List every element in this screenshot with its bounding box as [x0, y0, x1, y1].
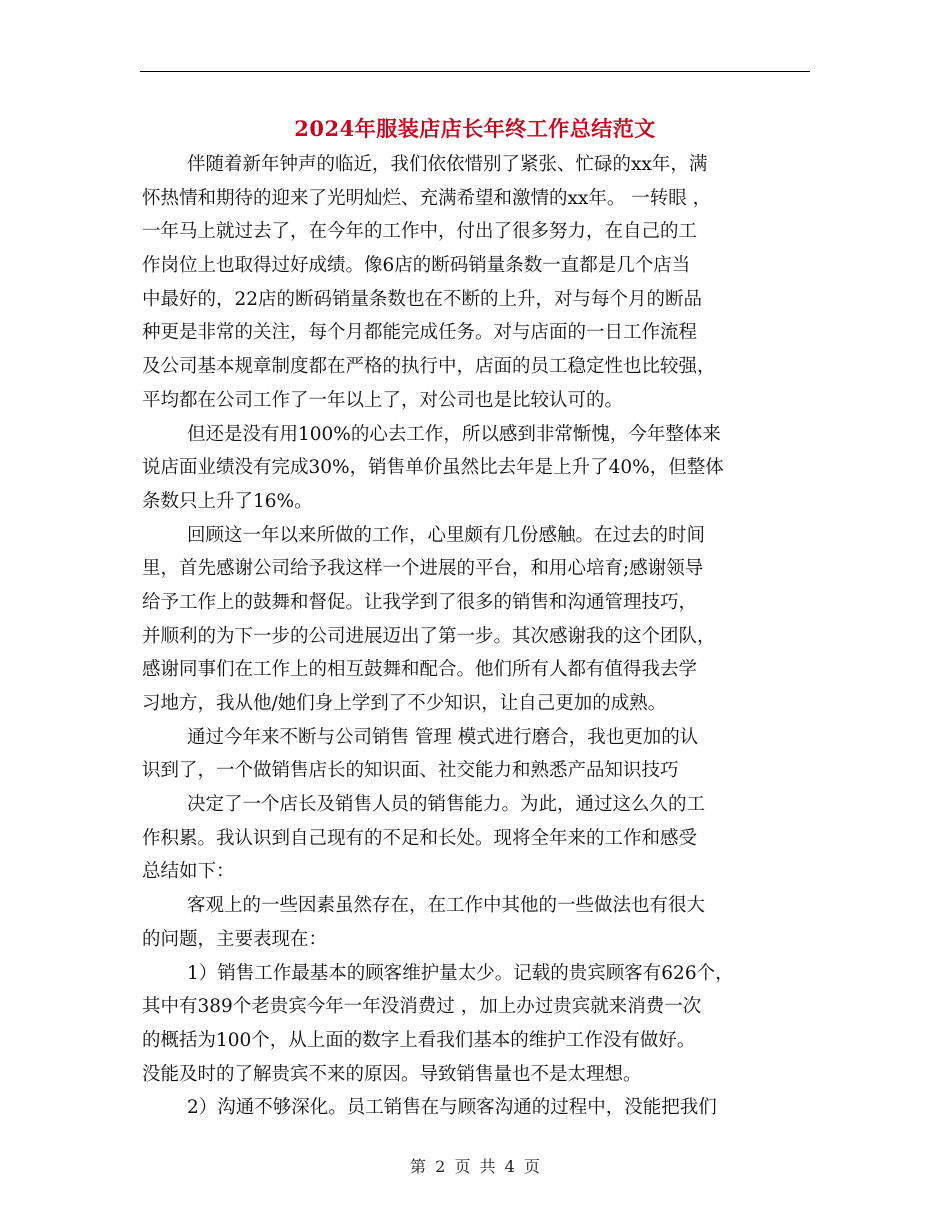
text-line: 条数只上升了16%。: [142, 490, 313, 512]
current-page-number: 2: [435, 1157, 446, 1176]
text-line: 并顺利的为下一步的公司进展迈出了第一步。其次感谢我的这个团队，: [142, 625, 716, 647]
text-line: 平均都在公司工作了一年以上了，对公司也是比较认可的。: [142, 389, 624, 411]
text-line: 怀热情和期待的迎来了光明灿烂、充满希望和激情的xx年。 一转眼 ，: [142, 187, 712, 209]
text-line: 总结如下：: [142, 861, 235, 883]
text-line: 决定了一个店长及销售人员的销售能力。为此，通过这么久的工: [187, 794, 706, 816]
text-line: 及公司基本规章制度都在严格的执行中，店面的员工稳定性也比较强，: [142, 356, 716, 378]
document-title: 2024年服装店店长年终工作总结范文: [294, 116, 656, 141]
page-footer: [0, 1154, 950, 1177]
text-line: 给予工作上的鼓舞和督促。让我学到了很多的销售和沟通管理技巧，: [142, 591, 698, 613]
text-line: 但还是没有用100%的心去工作，所以感到非常惭愧，今年整体来: [187, 423, 721, 445]
text-line: 种更是非常的关注，每个月都能完成任务。对与店面的一日工作流程: [142, 322, 698, 344]
text-line: 伴随着新年钟声的临近，我们依依惜别了紧张、忙碌的xx年，满: [187, 154, 708, 175]
text-line: 作岗位上也取得过好成绩。像6店的断码销量条数一直都是几个店当: [142, 255, 691, 277]
text-line: 的问题，主要表现在：: [142, 928, 328, 950]
text-line: 里，首先感谢公司给予我这样一个进展的平台，和用心培育;感谢领导: [142, 558, 704, 580]
footer-mid2: 共: [479, 1157, 496, 1176]
document-body: [142, 148, 814, 1125]
text-line: 其中有389个老贵宾今年一年没消费过 ，加上办过贵宾就来消费一次: [142, 996, 702, 1018]
footer-prefix: 第: [410, 1157, 427, 1176]
text-line: 回顾这一年以来所做的工作，心里颇有几份感触。在过去的时间: [187, 524, 706, 546]
text-line: 说店面业绩没有完成30%，销售单价虽然比去年是上升了40%，但整体: [142, 457, 724, 479]
footer-suffix: 页: [523, 1157, 540, 1176]
text-line: 2）沟通不够深化。员工销售在与顾客沟通的过程中，没能把我们: [187, 1097, 717, 1119]
total-pages-number: 4: [504, 1157, 515, 1176]
text-line: 通过今年来不断与公司销售 管理 模式进行磨合，我也更加的认: [187, 726, 699, 748]
footer-mid1: 页: [454, 1157, 471, 1176]
text-line: 识到了，一个做销售店长的知识面、社交能力和熟悉产品知识技巧: [142, 760, 679, 782]
text-line: 中最好的，22店的断码销量条数也在不断的上升，对与每个月的断品: [142, 288, 703, 310]
text-line: 没能及时的了解贵宾不来的原因。导致销售量也不是太理想。: [142, 1063, 642, 1085]
text-line: 习地方，我从他/她们身上学到了不少知识，让自己更加的成熟。: [142, 693, 667, 714]
text-line: 1）销售工作最基本的顾客维护量太少。记载的贵宾顾客有626个，: [187, 962, 734, 984]
text-line: 作积累。我认识到自己现有的不足和长处。现将全年来的工作和感受: [142, 827, 698, 849]
header-rule: [140, 71, 810, 72]
text-line: 感谢同事们在工作上的相互鼓舞和配合。他们所有人都有值得我去学: [142, 659, 698, 681]
text-line: 的概括为100个，从上面的数字上看我们基本的维护工作没有做好。: [142, 1029, 696, 1051]
text-line: 一年马上就过去了，在今年的工作中，付出了很多努力，在自己的工: [142, 221, 698, 243]
text-line: 客观上的一些因素虽然存在，在工作中其他的一些做法也有很大: [187, 895, 706, 917]
